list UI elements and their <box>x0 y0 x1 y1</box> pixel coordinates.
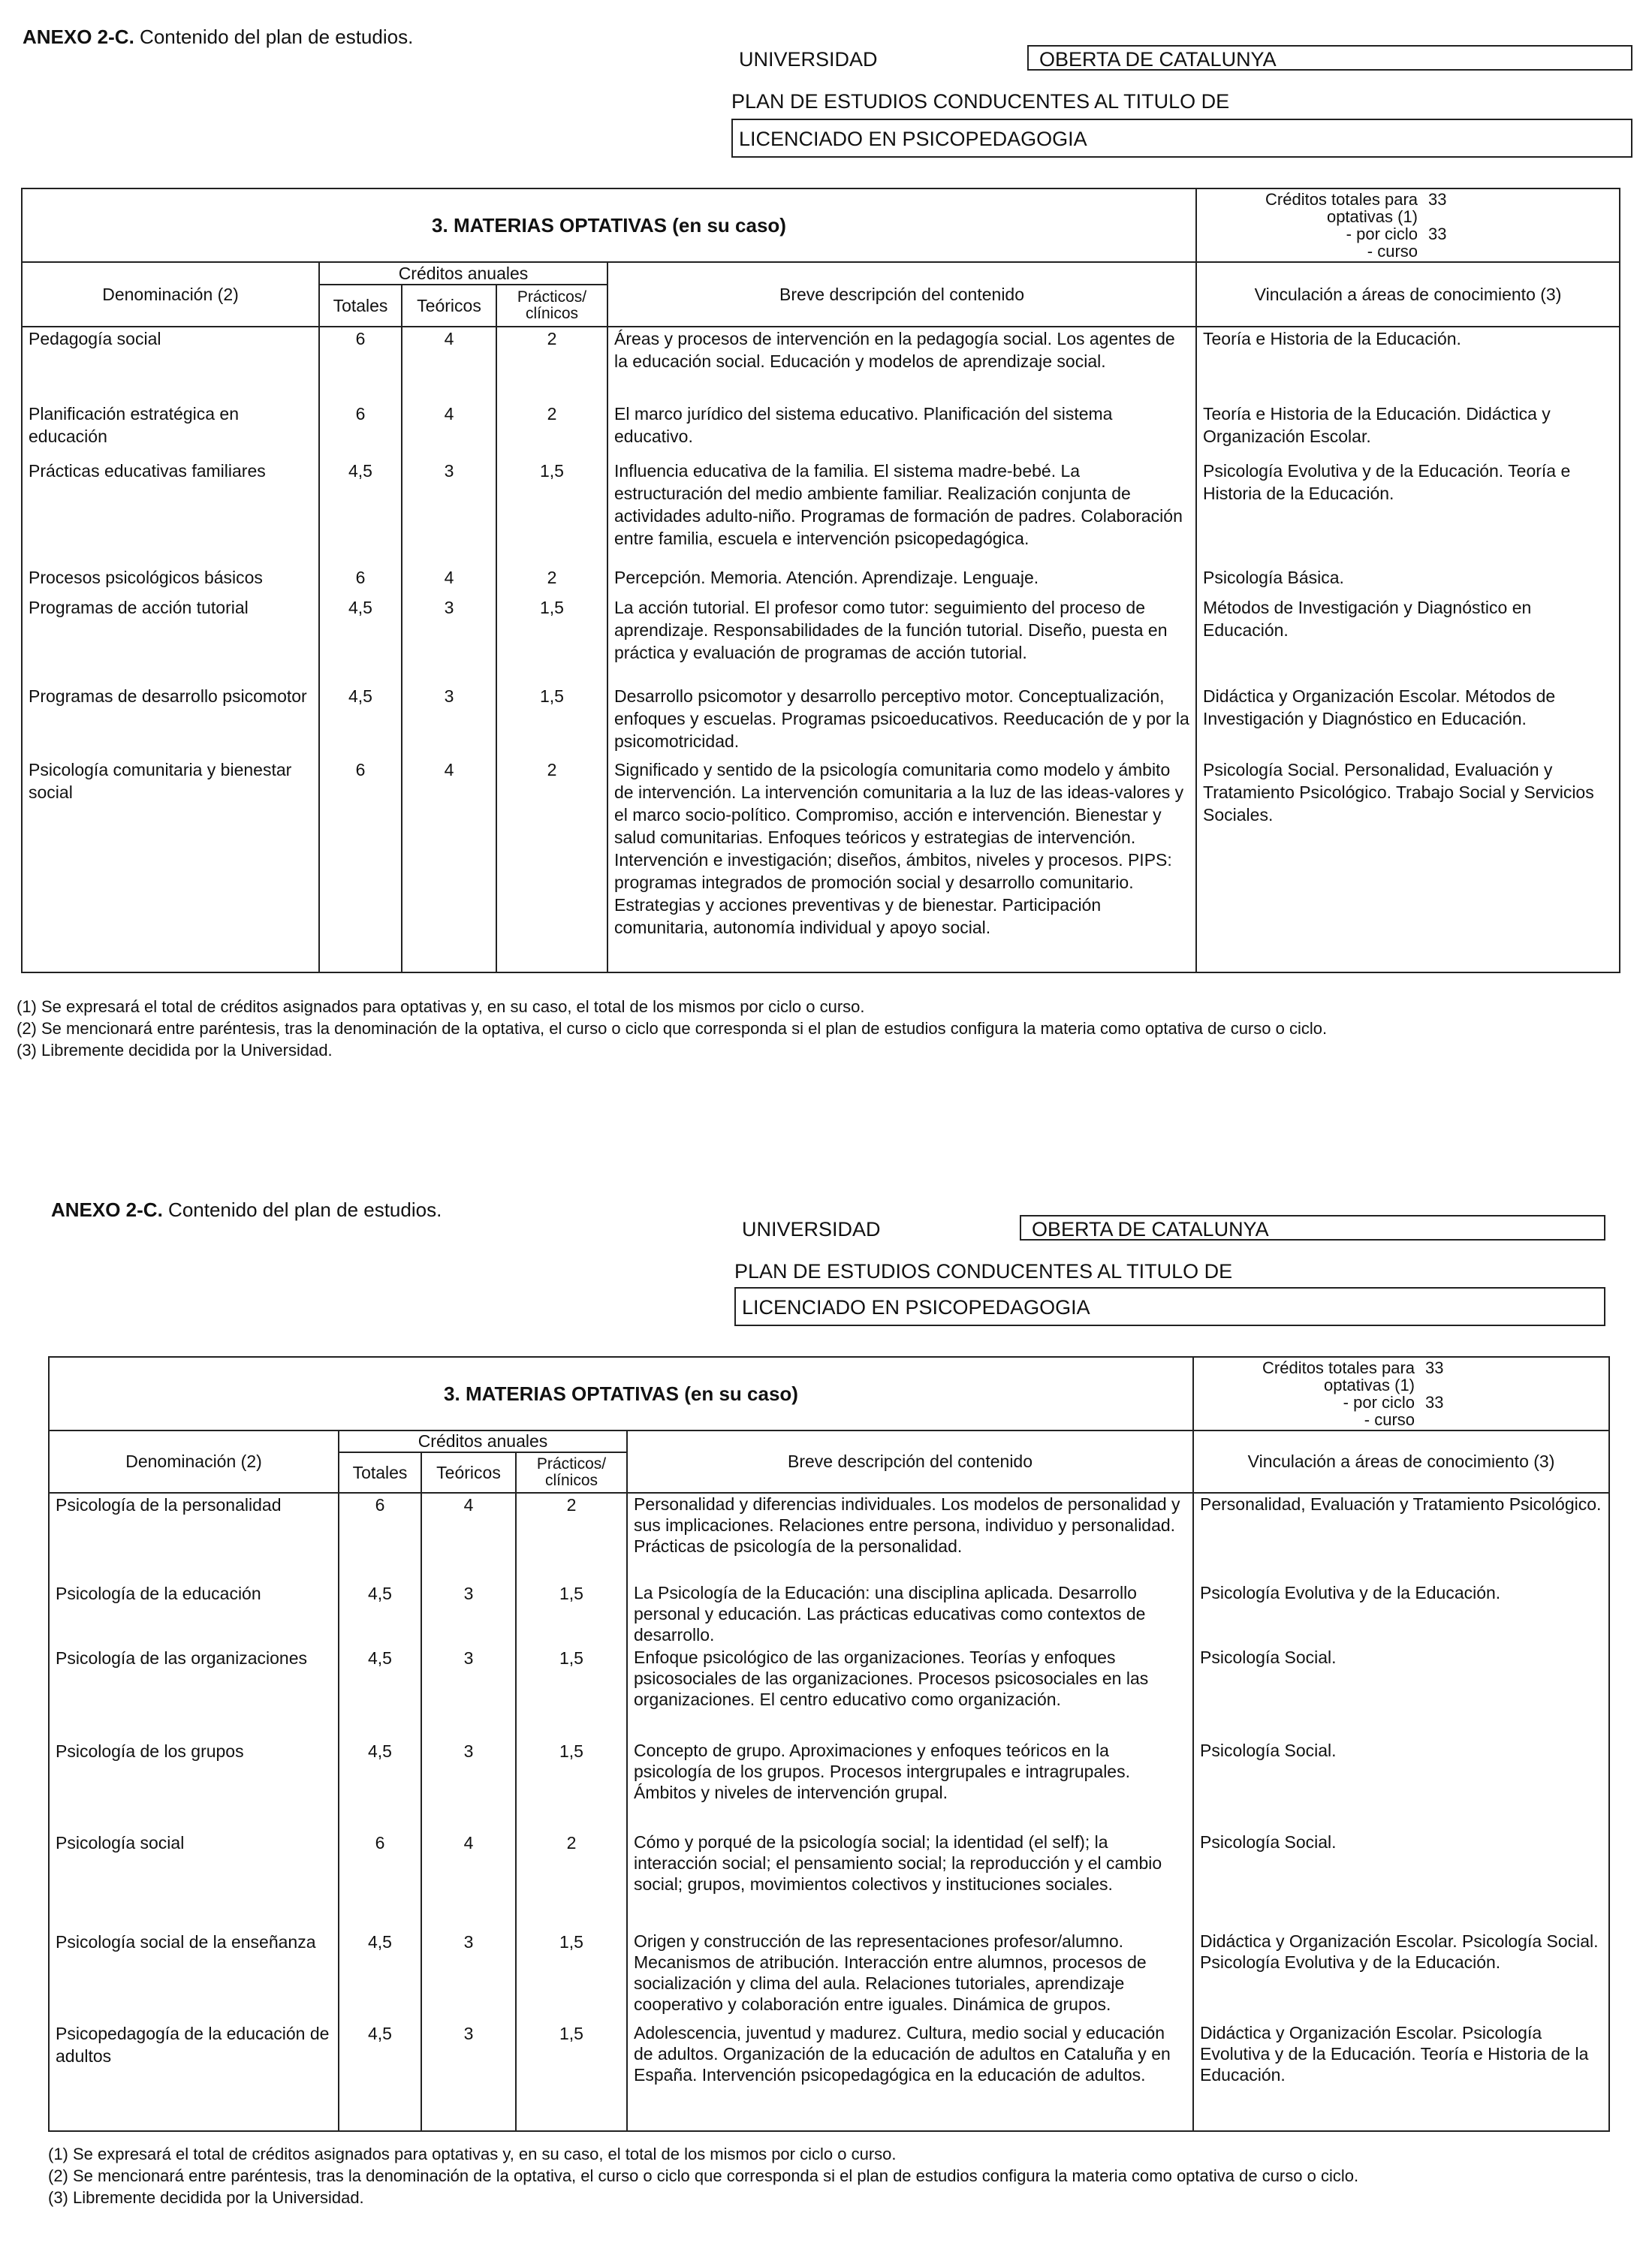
col-vinculacion <box>1193 1493 1609 2131</box>
col-denominacion <box>49 1493 339 2131</box>
row-practicos: 1,5 <box>559 1648 583 1668</box>
footnotes-1: (1) Se expresará el total de créditos asignados para optativas y, en su caso, el total de los mismos por ciclo o curso. (2) Se mencionará entre paréntesis, tras la denominación de la optativa, el curso o ciclo que corresponda si el plan de estudios configura la materia como optativa de curso o ciclo. (3) Libremente decidida por la Universidad. <box>17 997 1328 1060</box>
row-totales: 4,5 <box>368 2024 392 2043</box>
row-totales: 4,5 <box>348 598 372 617</box>
universidad-value: OBERTA DE CATALUNYA <box>1027 45 1632 71</box>
row-teoricos: 4 <box>444 568 454 587</box>
materias-table-1 <box>21 188 1620 973</box>
row-practicos: 2 <box>547 568 557 587</box>
row-name: Programas de desarrollo psicomotor <box>29 686 307 706</box>
row-desc: Adolescencia, juventud y madurez. Cultura, medio social y educación de adultos. Organización de la educación de adultos en Cataluña y en España. Intervención psicopedagógica en la educación de adultos. <box>634 2023 1171 2085</box>
row-area: Psicología Básica. <box>1203 568 1344 587</box>
header-creditos-anuales: Créditos anuales <box>319 262 607 285</box>
header-descripcion: Breve descripción del contenido <box>627 1431 1193 1493</box>
row-area: Teoría e Historia de la Educación. <box>1203 329 1461 348</box>
row-practicos: 1,5 <box>559 1932 583 1952</box>
row-desc: Personalidad y diferencias individuales. Los modelos de personalidad y sus implicaciones. Relaciones entre persona, individuo y personalidad. Prácticas de psicología de la personalidad. <box>634 1494 1180 1556</box>
row-teoricos: 3 <box>463 2024 474 2043</box>
header-denominacion: Denominación (2) <box>49 1431 339 1493</box>
header-denominacion: Denominación (2) <box>22 262 319 327</box>
row-practicos: 2 <box>566 1495 577 1515</box>
row-totales: 4,5 <box>348 461 372 481</box>
row-teoricos: 4 <box>444 329 454 348</box>
page-section-2 <box>0 1156 1652 2243</box>
row-desc: Significado y sentido de la psicología comunitaria como modelo y ámbito de intervención. La intervención comunitaria a la luz de las ideas-valores y el marco socio-político. Compromiso, acción e intervención. Bienestar y salud comunitarias. Enfoques teóricos y estrategias de intervención. Intervención e investigación; diseños, ámbitos, niveles y procesos. PIPS: programas integrados de promoción social y desarrollo comunitario. Estrategias y acciones preventivas y de bienestar. Participación comunitaria, autonomía individual y apoyo social. <box>614 760 1184 937</box>
row-practicos: 1,5 <box>559 2024 583 2043</box>
row-practicos: 1,5 <box>559 1584 583 1603</box>
row-area: Psicología Evolutiva y de la Educación. Teoría e Historia de la Educación. <box>1203 461 1571 503</box>
plan-label: PLAN DE ESTUDIOS CONDUCENTES AL TITULO DE <box>734 1260 1233 1283</box>
row-name: Programas de acción tutorial <box>29 598 249 617</box>
row-teoricos: 4 <box>463 1833 474 1853</box>
row-practicos: 1,5 <box>540 598 564 617</box>
header-totales: Totales <box>319 285 402 327</box>
col-denominacion <box>22 327 319 972</box>
row-area: Psicología Social. <box>1200 1648 1337 1667</box>
section-title: 3. MATERIAS OPTATIVAS (en su caso) <box>22 188 1196 262</box>
header-practicos: Prácticos/ clínicos <box>496 285 607 327</box>
row-totales: 4,5 <box>348 686 372 706</box>
row-desc: El marco jurídico del sistema educativo. Planificación del sistema educativo. <box>614 404 1113 446</box>
row-totales: 6 <box>355 329 366 348</box>
row-name: Psicología de la personalidad <box>56 1495 282 1515</box>
plan-label: PLAN DE ESTUDIOS CONDUCENTES AL TITULO DE <box>731 90 1230 113</box>
row-totales: 4,5 <box>368 1932 392 1952</box>
row-totales: 4,5 <box>368 1741 392 1761</box>
header-teoricos: Teóricos <box>421 1452 516 1493</box>
row-area: Didáctica y Organización Escolar. Psicología Social. Psicología Evolutiva y de la Educación. <box>1200 1931 1599 1972</box>
universidad-value: OBERTA DE CATALUNYA <box>1020 1215 1605 1241</box>
header-creditos-anuales: Créditos anuales <box>339 1431 627 1452</box>
row-teoricos: 3 <box>463 1648 474 1668</box>
row-name: Psicología de la educación <box>56 1584 261 1603</box>
row-name: Psicología comunitaria y bienestar social <box>29 760 292 802</box>
creditos-totales: Créditos totales para optativas (1) 33 - por ciclo 33 - curso <box>1193 1357 1609 1431</box>
row-desc: Cómo y porqué de la psicología social; la identidad (el self); la interacción social; el pensamiento social; la reproducción y el cambio social; grupos, movimientos colectivos y instituciones sociales. <box>634 1832 1162 1894</box>
row-desc: Desarrollo psicomotor y desarrollo perceptivo motor. Conceptualización, enfoques y escuelas. Programas psicoeducativos. Reeducación de y por la psicomotricidad. <box>614 686 1189 751</box>
col-totales <box>319 327 402 972</box>
header-totales: Totales <box>339 1452 421 1493</box>
col-descripcion <box>607 327 1196 972</box>
row-area: Personalidad, Evaluación y Tratamiento Psicológico. <box>1200 1494 1602 1514</box>
row-area: Psicología Social. Personalidad, Evaluación y Tratamiento Psicológico. Trabajo Social y Servicios Sociales. <box>1203 760 1594 825</box>
row-teoricos: 4 <box>463 1495 474 1515</box>
row-teoricos: 3 <box>463 1741 474 1761</box>
row-totales: 6 <box>375 1495 385 1515</box>
col-descripcion <box>627 1493 1193 2131</box>
col-totales <box>339 1493 421 2131</box>
row-practicos: 2 <box>566 1833 577 1853</box>
titulo-value: LICENCIADO EN PSICOPEDAGOGIA <box>734 1287 1605 1326</box>
universidad-label: UNIVERSIDAD <box>739 48 878 71</box>
header-descripcion: Breve descripción del contenido <box>607 262 1196 327</box>
row-desc: Enfoque psicológico de las organizaciones. Teorías y enfoques psicosociales de las organizaciones. Procesos psicosociales en las organizaciones. El centro educativo como organización. <box>634 1648 1149 1709</box>
row-desc: Origen y construcción de las representaciones profesor/alumno. Mecanismos de atribución. Interacción entre alumnos, procesos de socialización y clima del aula. Relaciones tutoriales, aprendizaje cooperativo y colaboración entre iguales. Dinámica de grupos. <box>634 1931 1147 2014</box>
row-area: Métodos de Investigación y Diagnóstico en Educación. <box>1203 598 1532 640</box>
row-totales: 6 <box>355 760 366 779</box>
row-totales: 6 <box>355 404 366 424</box>
row-desc: Concepto de grupo. Aproximaciones y enfoques teóricos en la psicología de los grupos. Procesos intergrupales e intragrupales. Ámbitos y niveles de intervención grupal. <box>634 1741 1130 1802</box>
row-name: Psicología de las organizaciones <box>56 1648 307 1668</box>
row-name: Psicología social de la enseñanza <box>56 1932 316 1952</box>
row-desc: La Psicología de la Educación: una disciplina aplicada. Desarrollo personal y educación. Las prácticas educativas como contextos de desarrollo. <box>634 1583 1146 1645</box>
row-practicos: 2 <box>547 760 557 779</box>
anexo-heading: ANEXO 2-C. Contenido del plan de estudios. <box>51 1198 442 1221</box>
row-name: Planificación estratégica en educación <box>29 404 239 446</box>
row-desc: Influencia educativa de la familia. El sistema madre-bebé. La estructuración del medio ambiente familiar. Realización conjunta de actividades adulto-niño. Programas de formación de padres. Colaboración entre familia, escuela e intervención psicopedagógica. <box>614 461 1183 548</box>
row-name: Prácticas educativas familiares <box>29 461 266 481</box>
header-teoricos: Teóricos <box>402 285 496 327</box>
row-teoricos: 3 <box>444 598 454 617</box>
creditos-totales: Créditos totales para optativas (1) 33 - por ciclo 33 - curso <box>1196 188 1620 262</box>
row-practicos: 2 <box>547 329 557 348</box>
row-name: Procesos psicológicos básicos <box>29 568 263 587</box>
row-name: Psicología social <box>56 1833 185 1853</box>
section-title: 3. MATERIAS OPTATIVAS (en su caso) <box>49 1357 1193 1431</box>
row-teoricos: 4 <box>444 760 454 779</box>
row-practicos: 1,5 <box>540 686 564 706</box>
titulo-value: LICENCIADO EN PSICOPEDAGOGIA <box>731 119 1632 158</box>
row-desc: Áreas y procesos de intervención en la pedagogía social. Los agentes de la educación social. Educación y modelos de aprendizaje social. <box>614 329 1175 371</box>
row-desc: Percepción. Memoria. Atención. Aprendizaje. Lenguaje. <box>614 568 1039 587</box>
row-area: Didáctica y Organización Escolar. Métodos de Investigación y Diagnóstico en Educación. <box>1203 686 1556 728</box>
row-totales: 6 <box>355 568 366 587</box>
col-teoricos <box>421 1493 516 2131</box>
footnotes-2: (1) Se expresará el total de créditos asignados para optativas y, en su caso, el total de los mismos por ciclo o curso. (2) Se mencionará entre paréntesis, tras la denominación de la optativa, el curso o ciclo que corresponda si el plan de estudios configura la materia como optativa de curso o ciclo. (3) Libremente decidida por la Universidad. <box>48 2145 1359 2207</box>
header-practicos: Prácticos/ clínicos <box>516 1452 627 1493</box>
anexo-heading: ANEXO 2-C. Contenido del plan de estudios. <box>23 26 414 48</box>
row-desc: La acción tutorial. El profesor como tutor: seguimiento del proceso de aprendizaje. Responsabilidades de la función tutorial. Diseño, puesta en práctica y evaluación de programas de acción tutorial. <box>614 598 1168 662</box>
col-vinculacion <box>1196 327 1620 972</box>
row-teoricos: 4 <box>444 404 454 424</box>
row-area: Psicología Social. <box>1200 1832 1337 1852</box>
row-totales: 4,5 <box>368 1648 392 1668</box>
row-area: Didáctica y Organización Escolar. Psicología Evolutiva y de la Educación. Teoría e Historia de la Educación. <box>1200 2023 1589 2085</box>
row-teoricos: 3 <box>444 686 454 706</box>
row-area: Psicología Evolutiva y de la Educación. <box>1200 1583 1501 1602</box>
row-totales: 6 <box>375 1833 385 1853</box>
col-practicos <box>496 327 607 972</box>
row-name: Pedagogía social <box>29 329 161 348</box>
header-vinculacion: Vinculación a áreas de conocimiento (3) <box>1193 1431 1609 1493</box>
universidad-label: UNIVERSIDAD <box>742 1218 881 1241</box>
row-area: Teoría e Historia de la Educación. Didáctica y Organización Escolar. <box>1203 404 1551 446</box>
row-totales: 4,5 <box>368 1584 392 1603</box>
materias-table-2 <box>48 1356 1610 2132</box>
header-vinculacion: Vinculación a áreas de conocimiento (3) <box>1196 262 1620 327</box>
row-practicos: 1,5 <box>540 461 564 481</box>
row-area: Psicología Social. <box>1200 1741 1337 1760</box>
row-teoricos: 3 <box>463 1584 474 1603</box>
col-teoricos <box>402 327 496 972</box>
col-practicos <box>516 1493 627 2131</box>
row-practicos: 1,5 <box>559 1741 583 1761</box>
row-practicos: 2 <box>547 404 557 424</box>
row-teoricos: 3 <box>463 1932 474 1952</box>
row-name: Psicología de los grupos <box>56 1741 244 1761</box>
row-name: Psicopedagogía de la educación de adultos <box>56 2024 330 2066</box>
row-teoricos: 3 <box>444 461 454 481</box>
